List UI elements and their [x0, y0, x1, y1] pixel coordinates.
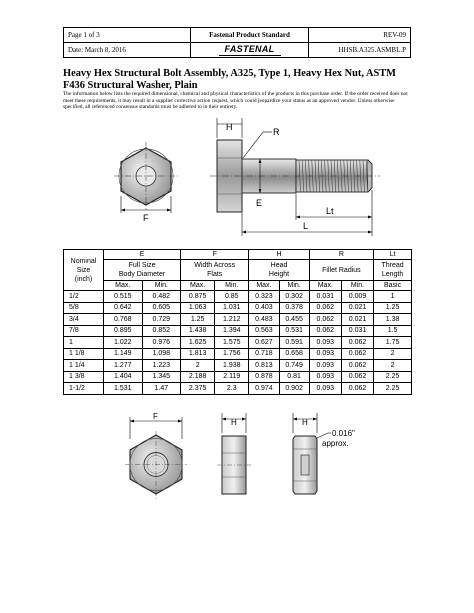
- nominal-line-1: Nominal: [70, 257, 97, 265]
- column-header: Max.: [181, 281, 215, 291]
- table-cell: 2: [181, 360, 215, 372]
- table-subhead-row: [64, 260, 412, 281]
- nut-end-view: [125, 412, 187, 499]
- table-cell: 2: [374, 348, 412, 360]
- table-cell: 1.938: [215, 360, 249, 372]
- chamfer-note: approx.: [322, 439, 349, 448]
- table-cell: 0.768: [104, 314, 143, 326]
- table-cell: 0.093: [309, 337, 341, 349]
- table-cell: 1.813: [181, 348, 215, 360]
- table-cell: 1: [374, 291, 412, 303]
- table-cell: 1.75: [374, 337, 412, 349]
- table-cell: 1.022: [104, 337, 143, 349]
- table-cell: 1.625: [181, 337, 215, 349]
- subhead-line: Length: [381, 271, 404, 278]
- nominal-size-cell: 1 1/4: [64, 360, 104, 372]
- table-cell: 1.063: [181, 302, 215, 314]
- bolt-assembly-diagram: [100, 118, 390, 243]
- table-cell: 0.483: [249, 314, 279, 326]
- table-cell: 0.093: [309, 383, 341, 395]
- subhead-thread-length: [374, 260, 412, 281]
- washer-face-detail: [293, 413, 355, 494]
- length-label: L: [303, 221, 309, 231]
- table-cell: 1.277: [104, 360, 143, 372]
- chamfer-value: 0.016": [332, 429, 355, 438]
- nominal-size-cell: 1-1/2: [64, 383, 104, 395]
- table-cell: 0.403: [249, 302, 279, 314]
- column-header: Min.: [215, 281, 249, 291]
- table-row: [64, 325, 412, 337]
- group-r: R: [309, 250, 373, 260]
- table-cell: 0.062: [341, 383, 373, 395]
- table-cell: 0.627: [249, 337, 279, 349]
- head-height-label: H: [226, 122, 233, 132]
- table-cell: 0.021: [341, 302, 373, 314]
- nominal-size-cell: 1/2: [64, 291, 104, 303]
- table-cell: 2.119: [215, 371, 249, 383]
- document-type: Fastenal Product Standard: [191, 28, 309, 43]
- table-colhead-row: [64, 281, 412, 291]
- nominal-size-cell: 7/8: [64, 325, 104, 337]
- nominal-size-cell: 5/8: [64, 302, 104, 314]
- logo-underline: [219, 55, 281, 56]
- table-cell: 1.345: [142, 371, 181, 383]
- subhead-line: Full Size: [128, 262, 156, 269]
- table-cell: 2.25: [374, 371, 412, 383]
- table-cell: 0.895: [104, 325, 143, 337]
- table-cell: 0.749: [279, 360, 309, 372]
- table-cell: 0.976: [142, 337, 181, 349]
- page-number: Page 1 of 3: [64, 28, 191, 43]
- table-cell: 1.394: [215, 325, 249, 337]
- subhead-fillet-radius: [309, 260, 373, 281]
- intro-paragraph: The information below lists the required dimensional, chemical and physical characteristics of the products in this purchase order. If the order received does not meet these requirements, it may result in a supplier corrective action request, which could jeopardize your status as an approved vendor. Unless otherwise specified, all referenced consensus standards must be adhered to in their entirety.: [63, 91, 408, 111]
- nominal-size-cell: 1: [64, 337, 104, 349]
- table-cell: 1.25: [181, 314, 215, 326]
- body-diameter-label: E: [256, 198, 263, 208]
- thread-length-label: Lt: [326, 206, 334, 216]
- fastenal-logo: [191, 43, 309, 58]
- table-cell: 1.531: [104, 383, 143, 395]
- nut-height-label: H: [231, 418, 237, 427]
- table-cell: 0.323: [249, 291, 279, 303]
- fillet-radius-label: R: [273, 127, 280, 137]
- document-header: [63, 27, 411, 58]
- table-cell: 1.756: [215, 348, 249, 360]
- group-lt: Lt: [374, 250, 412, 260]
- table-cell: 0.974: [249, 383, 279, 395]
- table-cell: 1.404: [104, 371, 143, 383]
- table-cell: 0.062: [309, 302, 341, 314]
- group-h: H: [249, 250, 309, 260]
- table-cell: 1.212: [215, 314, 249, 326]
- subhead-line: Thread: [381, 262, 404, 269]
- group-f: F: [181, 250, 249, 260]
- column-header: Min.: [341, 281, 373, 291]
- table-cell: 1.575: [215, 337, 249, 349]
- subhead-head-height: [249, 260, 309, 281]
- table-row: [64, 337, 412, 349]
- table-cell: 0.021: [341, 314, 373, 326]
- bolt-end-view: [114, 142, 178, 223]
- subhead-line: Head: [270, 262, 288, 269]
- table-group-row: [64, 250, 412, 260]
- column-header: Max.: [104, 281, 143, 291]
- table-cell: 0.093: [309, 360, 341, 372]
- table-cell: 0.813: [249, 360, 279, 372]
- table-cell: 0.902: [279, 383, 309, 395]
- table-row: [64, 360, 412, 372]
- table-cell: 2.375: [181, 383, 215, 395]
- column-header: Max.: [309, 281, 341, 291]
- table-cell: 1.47: [142, 383, 181, 395]
- nominal-size-cell: 1 3/8: [64, 371, 104, 383]
- table-cell: 0.605: [142, 302, 181, 314]
- table-cell: 0.852: [142, 325, 181, 337]
- subhead-line: Fillet Radius: [322, 266, 361, 274]
- table-cell: 0.062: [341, 371, 373, 383]
- table-cell: 0.718: [249, 348, 279, 360]
- table-cell: 1.098: [142, 348, 181, 360]
- table-cell: 1.031: [215, 302, 249, 314]
- table-row: [64, 302, 412, 314]
- table-row: [64, 291, 412, 303]
- table-cell: 2.188: [181, 371, 215, 383]
- table-cell: 0.878: [249, 371, 279, 383]
- table-cell: 0.658: [279, 348, 309, 360]
- document-date: Date: March 8, 2016: [64, 43, 191, 58]
- nominal-size-cell: 1 1/8: [64, 348, 104, 360]
- revision: REV-09: [309, 28, 411, 43]
- table-cell: 0.482: [142, 291, 181, 303]
- table-body: [64, 291, 412, 395]
- washer-height-label: H: [302, 418, 308, 427]
- subhead-width-across-flats: [181, 260, 249, 281]
- bolt-side-view: [210, 118, 380, 236]
- subhead-line: Body Diameter: [118, 271, 166, 278]
- table-cell: 0.85: [215, 291, 249, 303]
- table-cell: 0.642: [104, 302, 143, 314]
- column-header: Max.: [249, 281, 279, 291]
- table-cell: 1.223: [142, 360, 181, 372]
- table-cell: 0.729: [142, 314, 181, 326]
- table-cell: 0.875: [181, 291, 215, 303]
- table-cell: 0.031: [309, 291, 341, 303]
- logo-text: FASTENAL: [224, 44, 275, 54]
- dimension-table: [63, 249, 412, 395]
- table-cell: 1.438: [181, 325, 215, 337]
- nominal-size-header: [64, 250, 104, 291]
- nut-flats-label: F: [153, 412, 158, 421]
- page-title: Heavy Hex Structural Bolt Assembly, A325, Type 1, Heavy Hex Nut, ASTM F436 Structural Washer, Plain: [63, 68, 396, 91]
- column-header: Basic: [374, 281, 412, 291]
- subhead-line: Height: [268, 271, 290, 278]
- table-cell: 2: [374, 360, 412, 372]
- subhead-line: Width Across: [194, 262, 236, 269]
- table-cell: 0.378: [279, 302, 309, 314]
- document-id: HHSB.A325.ASMBL.P: [309, 43, 411, 58]
- column-header: Min.: [142, 281, 181, 291]
- table-cell: 1.38: [374, 314, 412, 326]
- table-row: [64, 383, 412, 395]
- column-header: Min.: [279, 281, 309, 291]
- nut-washer-diagram: [125, 411, 370, 501]
- nominal-line-3: (inch): [74, 275, 93, 283]
- group-e: E: [104, 250, 181, 260]
- table-cell: 0.062: [341, 337, 373, 349]
- table-cell: 0.591: [279, 337, 309, 349]
- table-cell: 0.81: [279, 371, 309, 383]
- table-cell: 0.531: [279, 325, 309, 337]
- table-cell: 2.3: [215, 383, 249, 395]
- table-cell: 0.093: [309, 348, 341, 360]
- table-cell: 0.062: [309, 314, 341, 326]
- subhead-body-diameter: [104, 260, 181, 281]
- table-row: [64, 371, 412, 383]
- table-cell: 0.062: [341, 360, 373, 372]
- table-cell: 0.563: [249, 325, 279, 337]
- flats-label: F: [143, 213, 149, 223]
- table-cell: 1.5: [374, 325, 412, 337]
- table-cell: 1.149: [104, 348, 143, 360]
- table-cell: 0.031: [341, 325, 373, 337]
- table-cell: 2.25: [374, 383, 412, 395]
- nominal-line-2: Size: [76, 266, 91, 274]
- table-cell: 0.062: [341, 348, 373, 360]
- table-cell: 0.515: [104, 291, 143, 303]
- table-cell: 0.302: [279, 291, 309, 303]
- table-cell: 0.009: [341, 291, 373, 303]
- nut-side-view: [217, 413, 251, 494]
- table-cell: 0.093: [309, 371, 341, 383]
- subhead-line: Flats: [207, 271, 223, 278]
- table-row: [64, 314, 412, 326]
- table-cell: 1.25: [374, 302, 412, 314]
- table-cell: 0.455: [279, 314, 309, 326]
- table-cell: 0.062: [309, 325, 341, 337]
- nominal-size-cell: 3/4: [64, 314, 104, 326]
- table-row: [64, 348, 412, 360]
